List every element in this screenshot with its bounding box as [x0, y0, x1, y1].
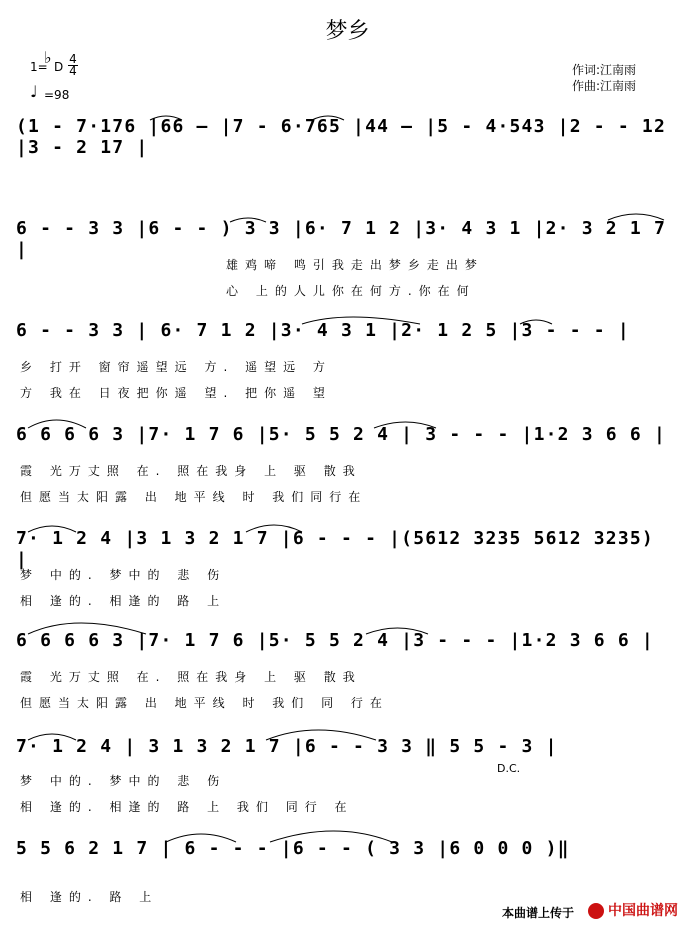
lyric-line: 心 上的人儿你在何方.你在何 — [226, 284, 476, 298]
time-signature-top: 4 — [69, 52, 77, 66]
da-capo-mark: D.C. — [497, 762, 521, 775]
composer-credit: 作曲:江南雨 — [572, 79, 637, 93]
staff-notes: (1 - 7·176 |66 — |7 - 6·765 |44 — |5 - 4·543 |2 - - 12 |3 - 2 17 | — [16, 116, 666, 158]
credits — [572, 62, 636, 94]
flat-icon: ♭ — [44, 48, 52, 67]
staff-notes: 7· 1 2 4 |3 1 3 2 1 7 |6 - - - |(5612 3235 5612 3235) | — [16, 528, 654, 570]
staff-row-5 — [16, 524, 676, 570]
lyric-line: 梦 中的. 梦中的 悲 伤 — [20, 774, 227, 788]
time-signature-bottom: 4 — [69, 64, 77, 78]
staff-notes: 5 5 6 2 1 7 | 6 - - - |6 - - ( 3 3 |6 0 0 0 )‖ — [16, 838, 570, 859]
logo-text: 中国曲谱网 — [608, 903, 678, 919]
lyric-line: 雄鸡啼 鸣引我走出梦乡走出梦 — [226, 258, 484, 272]
key-note: D — [54, 60, 64, 74]
lyric-line: 霞 光万丈照 在. 照在我身 上 驱 散我 — [20, 464, 362, 478]
lyric-line: 相 逢的. 相逢的 路 上 — [20, 594, 227, 608]
lyric-line: 相 逢的. 相逢的 路 上 我们 同行 在 — [20, 800, 354, 814]
staff-row-1 — [16, 112, 676, 158]
staff-row-3 — [16, 316, 676, 350]
site-logo[interactable] — [588, 900, 678, 920]
lyricist-credit: 作词:江南雨 — [572, 63, 637, 77]
lyric-line: 霞 光万丈照 在. 照在我身 上 驱 散我 — [20, 670, 362, 684]
tempo-text: =98 — [44, 88, 70, 102]
staff-row-6 — [16, 626, 676, 660]
key-prefix: 1= — [30, 60, 48, 74]
lyric-line: 乡 打开 窗帘遥望远 方. 遥望远 方 — [20, 360, 332, 374]
staff-notes: 6 - - 3 3 | 6· 7 1 2 |3· 4 3 1 |2· 1 2 5 |3 - - - | — [16, 320, 630, 341]
quarter-note-icon: ♩ — [30, 82, 38, 101]
staff-row-2 — [16, 214, 676, 260]
staff-notes: 7· 1 2 4 | 3 1 3 2 1 7 |6 - - 3 3 ‖ 5 5 - 3 | — [16, 736, 558, 757]
footer-text: 本曲谱上传于 — [502, 906, 575, 920]
lyric-line: 方 我在 日夜把你遥 望. 把你遥 望 — [20, 386, 332, 400]
staff-notes: 6 6 6 6 3 |7· 1 7 6 |5· 5 5 2 4 |3 - - - |1·2 3 6 6 | — [16, 630, 654, 651]
staff-row-8 — [16, 834, 676, 868]
staff-row-4 — [16, 420, 676, 454]
staff-notes: 6 - - 3 3 |6 - - ) 3 3 |6· 7 1 2 |3· 4 3 1 |2· 3 2 1 7 | — [16, 218, 666, 260]
staff-notes: 6 6 6 6 3 |7· 1 7 6 |5· 5 5 2 4 | 3 - - - |1·2 3 6 6 | — [16, 424, 666, 445]
page-title: 梦乡 — [325, 19, 370, 44]
time-signature — [68, 54, 78, 77]
logo-icon — [588, 903, 604, 919]
lyric-line: 梦 中的. 梦中的 悲 伤 — [20, 568, 227, 582]
lyric-line: 相 逢的. 路 上 — [20, 890, 159, 904]
lyric-line: 但愿当太阳露 出 地平线 时 我们同行在 — [20, 490, 368, 504]
staff-row-7 — [16, 732, 676, 766]
lyric-line: 但愿当太阳露 出 地平线 时 我们 同 行在 — [20, 696, 389, 710]
